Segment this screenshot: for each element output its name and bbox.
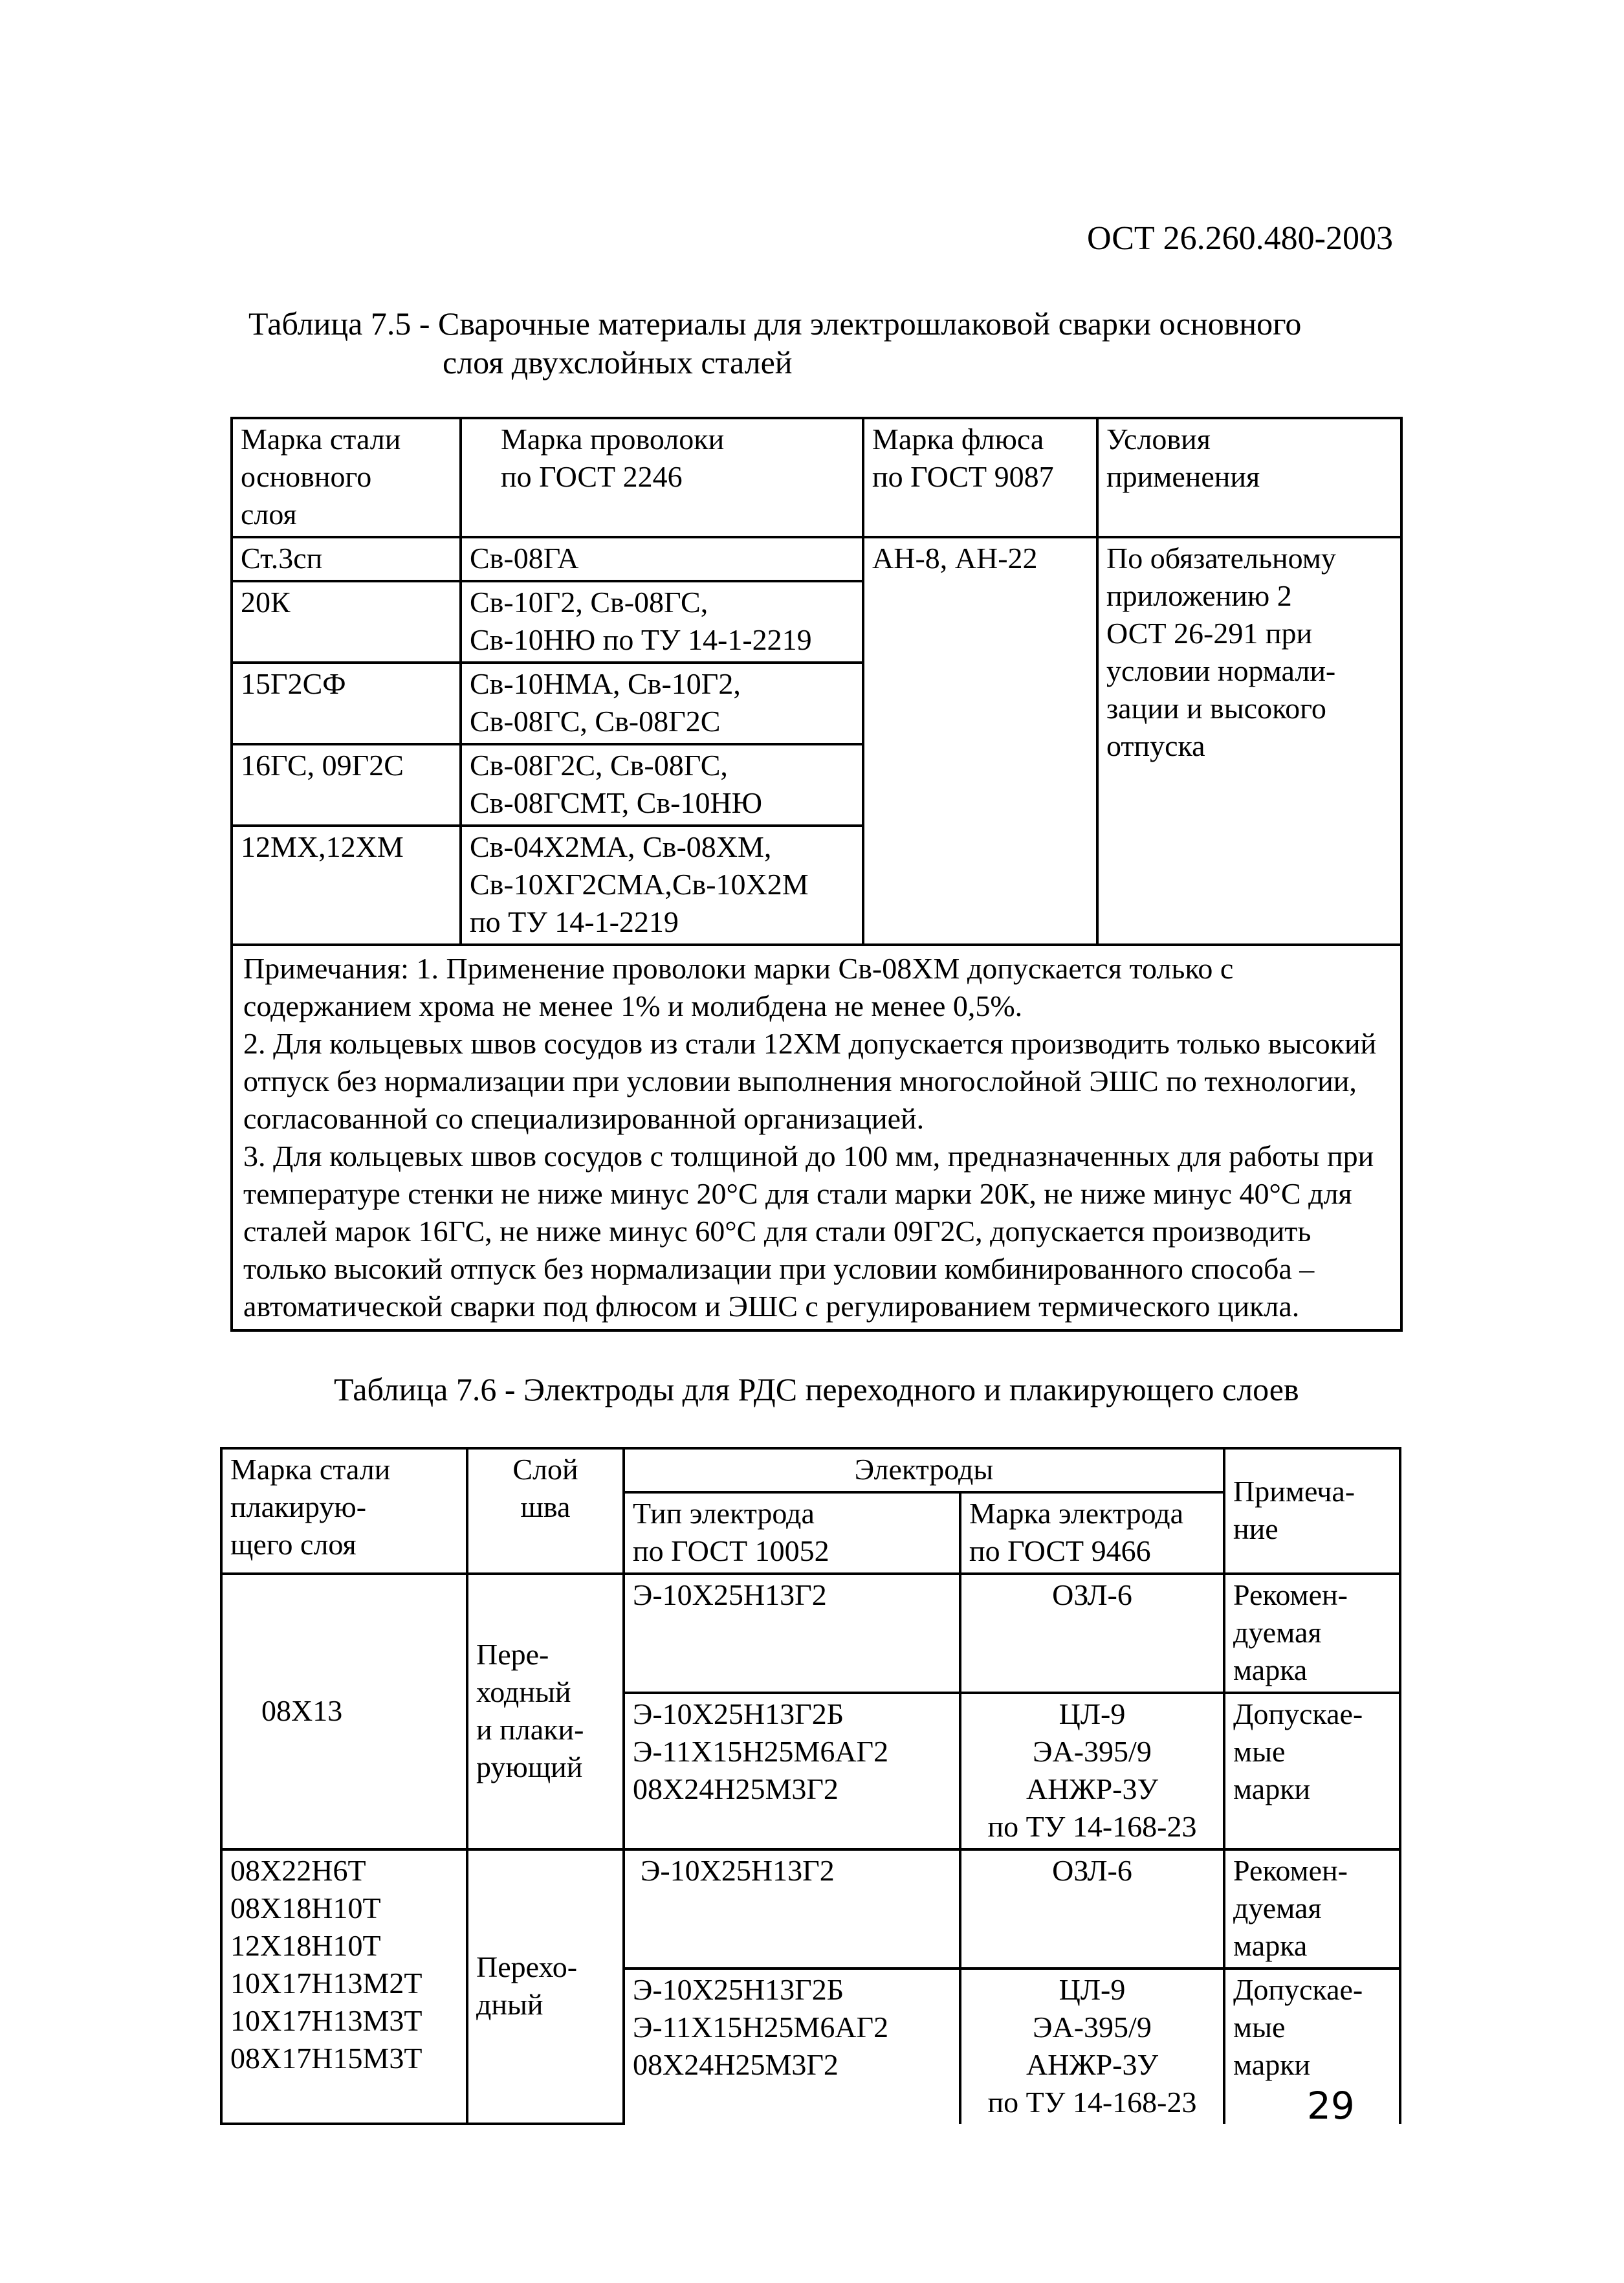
header-flux-grade: Марка флюса по ГОСТ 9087 bbox=[863, 418, 1097, 537]
steel-grade-cell: 15Г2СФ bbox=[232, 663, 461, 744]
electrode-type-cell: Э-10Х25Н13Г2Б Э-11Х15Н25М6АГ2 08Х24Н25М3Г2 bbox=[624, 1693, 960, 1849]
header-electrode-type: Тип электрода по ГОСТ 10052 bbox=[624, 1492, 960, 1574]
steel-grade-cell: 16ГС, 09Г2С bbox=[232, 744, 461, 826]
header-conditions: Условия применения bbox=[1097, 418, 1401, 537]
electrode-type-cell: Э-10Х25Н13Г2 bbox=[624, 1849, 960, 1969]
table-7-5-caption-line1: Таблица 7.5 - Сварочные материалы для электрошлаковой сварки основного bbox=[248, 305, 1302, 342]
table-row bbox=[221, 1574, 1400, 1693]
table-7-6 bbox=[220, 1447, 1401, 2128]
header-steel-grade: Марка стали основного слоя bbox=[232, 418, 461, 537]
table-header-row bbox=[232, 418, 1401, 537]
document-code: ОСТ 26.260.480-2003 bbox=[1087, 220, 1393, 257]
header-weld-layer: Слой шва bbox=[467, 1448, 624, 1574]
weld-layer-cell: Пере- ходный и плаки- рующий bbox=[467, 1574, 624, 1849]
page-number: 29 bbox=[1307, 2084, 1355, 2128]
table-row bbox=[221, 1849, 1400, 1969]
conditions-cell: По обязательному приложению 2 ОСТ 26-291 при условии нормали- зации и высокого отпуска bbox=[1097, 537, 1401, 945]
weld-layer-cell: Перехо- дный bbox=[467, 1849, 624, 2124]
table-7-5 bbox=[230, 417, 1403, 1332]
table-7-6-caption: Таблица 7.6 - Электроды для РДС переходного и плакирующего слоев bbox=[334, 1371, 1299, 1407]
note-cell: Рекомен- дуемая марка bbox=[1224, 1574, 1400, 1693]
wire-grade-cell: Св-10Г2, Св-08ГС, Св-10НЮ по ТУ 14-1-2219 bbox=[461, 581, 863, 663]
note-cell: Допускае- мые марки bbox=[1224, 1693, 1400, 1849]
table-notes: Примечания: 1. Применение проволоки марки Св-08ХМ допускается только с содержанием хрома не менее 1% и молибдена не менее 0,5%. 2. Для кольцевых швов сосудов из стали 12ХМ допускается производить только высокий отпуск без нормализации при условии выполнения многослойной ЭШС по технологии, согласованной со специализированной организацией. 3. Для кольцевых швов сосудов с толщиной до 100 мм, предназначенных для работы при температуре стенки не ниже минус 20°С для стали марки 20К, не ниже минус 40°С для сталей марок 16ГС, не ниже минус 60°С для стали 09Г2С, допускается производить только высокий отпуск без нормализации при условии комбинированного способа – автоматической сварки под флюсом и ЭШС с регулированием термического цикла. bbox=[232, 945, 1401, 1330]
note-cell: Рекомен- дуемая марка bbox=[1224, 1849, 1400, 1969]
cladding-steel-cell: 08Х22Н6Т 08Х18Н10Т 12Х18Н10Т 10Х17Н13М2Т 10Х17Н13М3Т 08Х17Н15М3Т bbox=[221, 1849, 467, 2124]
table-7-5-caption bbox=[248, 304, 1400, 382]
electrode-brand-cell: ЦЛ-9 ЭА-395/9 АНЖР-3У по ТУ 14-168-23 bbox=[960, 1969, 1224, 2124]
steel-grade-cell: 12МХ,12ХМ bbox=[232, 826, 461, 945]
steel-grade-cell: Ст.3сп bbox=[232, 537, 461, 581]
flux-grade-cell: АН-8, АН-22 bbox=[863, 537, 1097, 945]
wire-grade-cell: Св-04Х2МА, Св-08ХМ, Св-10ХГ2СМА,Св-10Х2М по ТУ 14-1-2219 bbox=[461, 826, 863, 945]
wire-grade-cell: Св-10НМА, Св-10Г2, Св-08ГС, Св-08Г2С bbox=[461, 663, 863, 744]
header-wire-grade: Марка проволоки по ГОСТ 2246 bbox=[461, 418, 863, 537]
electrode-brand-cell: ЦЛ-9 ЭА-395/9 АНЖР-3У по ТУ 14-168-23 bbox=[960, 1693, 1224, 1849]
header-cladding-steel: Марка стали плакирую- щего слоя bbox=[221, 1448, 467, 1574]
note-cell: Допускае- мые марки bbox=[1224, 1969, 1400, 2124]
table-7-5-caption-line2: слоя двухслойных сталей bbox=[443, 344, 793, 380]
cladding-steel-cell: 08Х13 bbox=[221, 1574, 467, 1849]
table-row bbox=[232, 537, 1401, 581]
header-note: Примеча- ние bbox=[1224, 1448, 1400, 1574]
electrode-brand-cell: ОЗЛ-6 bbox=[960, 1574, 1224, 1693]
wire-grade-cell: Св-08ГА bbox=[461, 537, 863, 581]
steel-grade-cell: 20К bbox=[232, 581, 461, 663]
table-header-row bbox=[221, 1448, 1400, 1492]
notes-row bbox=[232, 945, 1401, 1330]
electrode-brand-cell: ОЗЛ-6 bbox=[960, 1849, 1224, 1969]
wire-grade-cell: Св-08Г2С, Св-08ГС, Св-08ГСМТ, Св-10НЮ bbox=[461, 744, 863, 826]
electrode-type-cell: Э-10Х25Н13Г2 bbox=[624, 1574, 960, 1693]
electrode-type-cell: Э-10Х25Н13Г2Б Э-11Х15Н25М6АГ2 08Х24Н25М3Г2 bbox=[624, 1969, 960, 2124]
header-electrode-brand: Марка электрода по ГОСТ 9466 bbox=[960, 1492, 1224, 1574]
header-electrodes: Электроды bbox=[624, 1448, 1224, 1492]
